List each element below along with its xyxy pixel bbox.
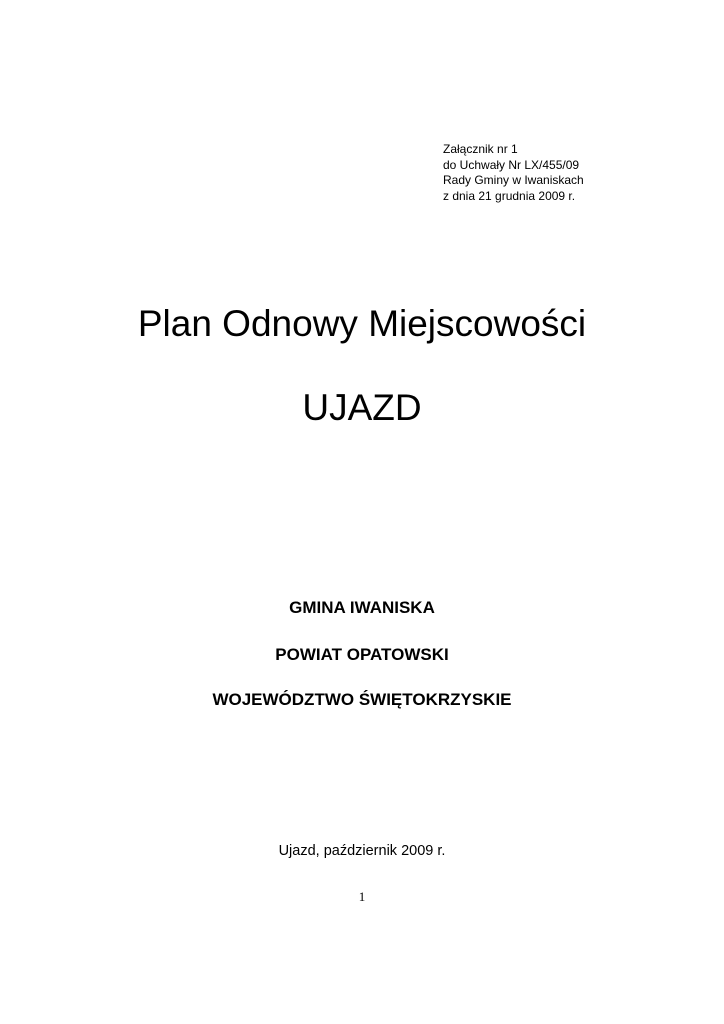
annex-line-date: z dnia 21 grudnia 2009 r. bbox=[443, 188, 576, 203]
powiat-label: POWIAT OPATOWSKI bbox=[275, 645, 449, 664]
document-title: Plan Odnowy Miejscowości bbox=[137, 303, 587, 344]
gmina-label: GMINA IWANISKA bbox=[289, 598, 435, 617]
page-number: 1 bbox=[358, 889, 366, 904]
annex-header bbox=[443, 142, 584, 204]
annex-line-council: Rady Gminy w Iwaniskach bbox=[443, 173, 584, 187]
village-name: UJAZD bbox=[302, 387, 422, 428]
annex-line-resolution: do Uchwały Nr LX/455/09 bbox=[443, 157, 580, 172]
place-and-date: Ujazd, październik 2009 r. bbox=[278, 843, 446, 859]
wojewodztwo-label: WOJEWÓDZTWO ŚWIĘTOKRZYSKIE bbox=[212, 690, 512, 709]
annex-line-number: Załącznik nr 1 bbox=[443, 142, 518, 156]
